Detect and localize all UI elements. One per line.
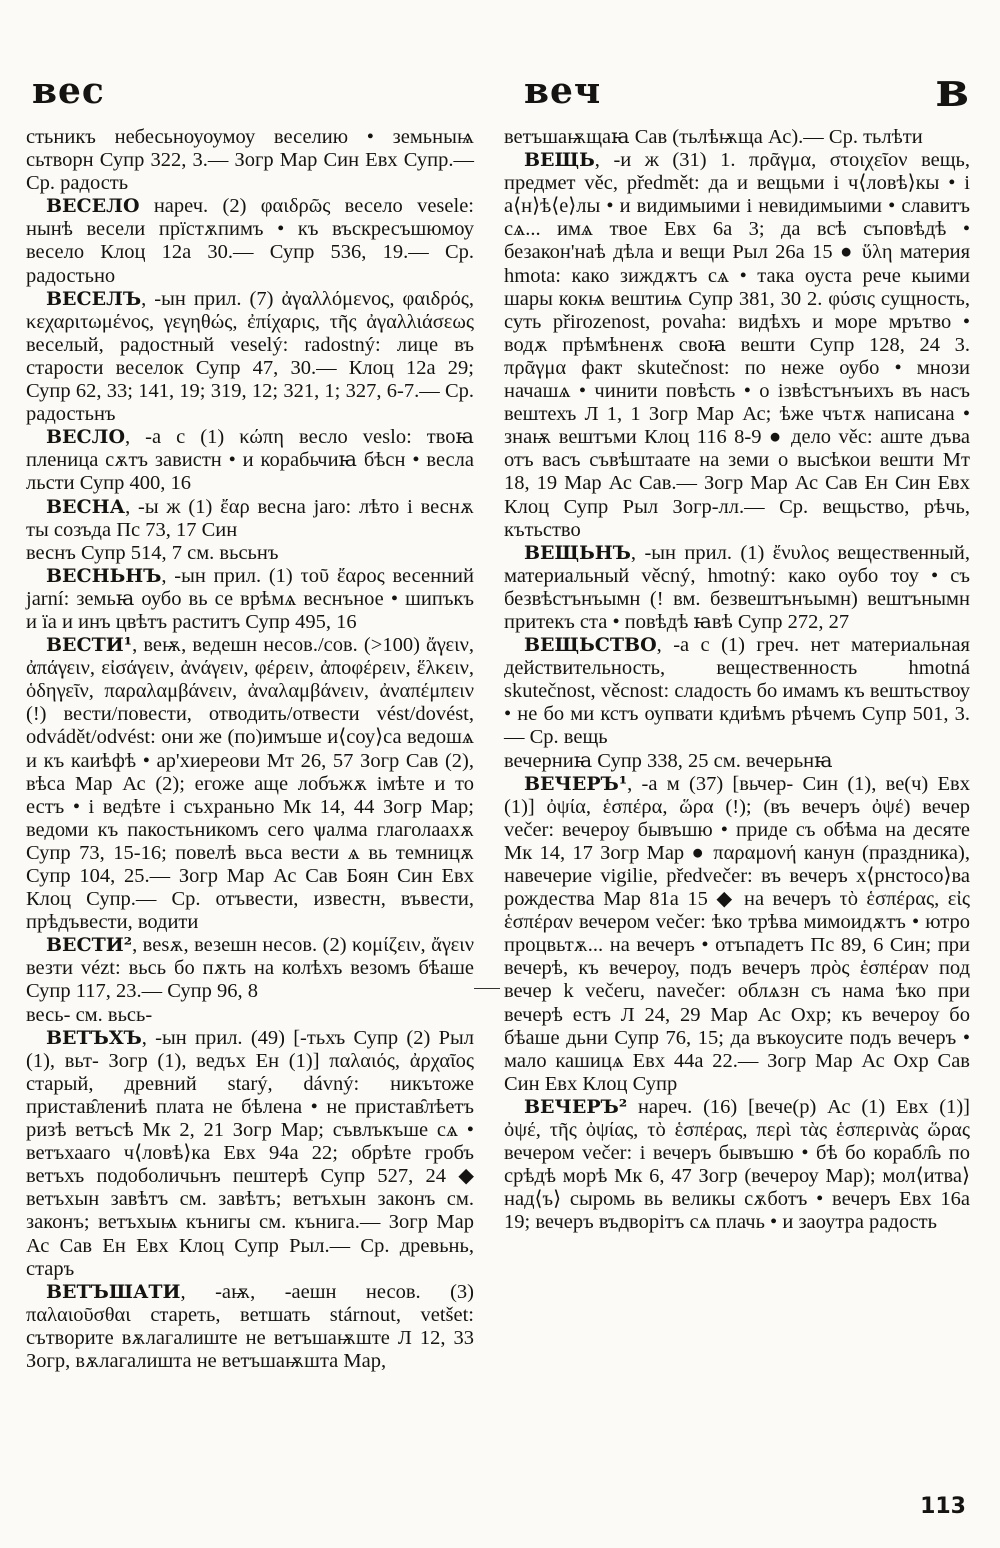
dictionary-entry xyxy=(26,288,474,427)
entry-body: весь- см. вьсь- xyxy=(26,1003,153,1026)
dictionary-entry xyxy=(504,1096,970,1235)
dictionary-entry xyxy=(504,542,970,634)
dictionary-entry xyxy=(26,1027,474,1281)
entry-headword: ВЕСЕЛЪ xyxy=(46,287,142,310)
entry-body: вечерниꙗ Супр 338, 25 см. вечерьнꙗ xyxy=(504,749,833,772)
dictionary-entry xyxy=(26,496,474,542)
entry-body: , -ын прил. (1) ἔνυλος вещественный, материальный věcný, hmotný: како оубо тоу • съ безвѣстънъымн (! вм. безвештънъымн) вештънымн притекъ ста • повѣдѣ ꙗвѣ Супр 272, 27 xyxy=(504,541,970,633)
entry-headword: ВЕСНЬНЪ xyxy=(46,564,162,587)
dictionary-entry xyxy=(26,634,474,934)
dictionary-entry xyxy=(26,1004,474,1027)
entry-body: , -а с (1) греч. нет материальная действительность, вещественность hmotná skutečnost, věcnost: сладость бо имамъ къ вештьствоу • не бо ми кстъ оупвати кдиѣмъ рѣчемъ Супр 501, 3.— Ср. вещь xyxy=(504,634,970,749)
entry-headword: ВЕСТИ² xyxy=(46,934,133,957)
entry-headword: ВЕЩЬСТВО xyxy=(524,634,657,657)
dictionary-entry xyxy=(26,542,474,565)
entry-headword: ВЕСНА xyxy=(46,495,126,518)
entry-headword: ВЕСТИ¹ xyxy=(46,634,133,657)
entry-headword: ВЕСЕЛО xyxy=(46,195,140,218)
entry-headword: ВЕТЪХЪ xyxy=(46,1026,142,1049)
entry-body: , -аѭ, -аешн несов. (3) παλαιοῦσθαι стареть, ветшать stárnout, vetšet: сътворите вѫлагалиште не ветъшаѭште Л 12, 33 Зогр, вѫлагалишта не ветъшаѭшта Мар, xyxy=(26,1280,474,1372)
dictionary-entry xyxy=(504,750,970,773)
dictionary-entry xyxy=(26,1281,474,1373)
dictionary-entry xyxy=(26,934,474,1003)
dictionary-entry xyxy=(26,195,474,287)
entry-headword: ВЕЩЬ xyxy=(524,149,595,172)
dictionary-entry xyxy=(504,126,970,149)
dictionary-entry xyxy=(26,565,474,634)
entry-body: , -ын прил. (49) [-тьхъ Супр (2) Рыл (1), вьт- Зогр (1), ведъх Ен (1)] παλαιός, ἀρχαῖος старый, древний starý, dávný: никътоже пристав̑лениѣ плата не бѣлена • не пристав̑лѣетъ ризѣ ветъсѣ Мк 2, 21 Зогр Мар; съвлъкъше сѧ • ветъхааго ч⟨ловѣ⟩ка Евх 94а 22; обрѣте гробъ ветъхъ подоболичьнъ пештерѣ Супр 527, 24 ◆ ветъхын завѣтъ см. завѣтъ; ветъхын законъ см. законъ; ветъхыѩ кънигы см. кънига.— Зогр Мар Ас Сав Ен Евх Клоц Супр Рыл.— Ср. древьнь, старъ xyxy=(26,1026,474,1280)
entry-body: ветъшаѭщаꙗ Сав (тьлѣѭща Ас).— Ср. тьлѣти xyxy=(504,126,923,148)
running-head-center: веч xyxy=(524,70,602,112)
right-column xyxy=(504,126,970,1235)
entry-body: нареч. (2) φαιδρῶς весело vesele: нынѣ весели прїстѫпимъ • къ въскресъшюмоу весело Клоц 12а 30.— Супр 536, 19.— Ср. радостьно xyxy=(26,195,474,287)
column-dash-divider xyxy=(474,988,500,989)
entry-body: , -и ж (31) 1. πρᾶγμα, στοιχεῖον вещь, предмет věc, předmět: да и вещьми і ч⟨ловѣ⟩кы • і а⟨н⟩ѣ⟨е⟩лы • и видимыими і невидимыими • славитъ сѧ... имѧ твое Евх 6а 3; да всѣ съповѣдѣ • безакон'наѣ дѣла и вещи Рыл 26а 15 ● ὕλη материя hmota: како зиждѫтъ сѧ • така оуста рече кыими шары кокѩ вештиѩ Супр 381, 30 2. φύσις сущность, суть přirozenost, povaha: видѣхъ и море мрътво • водѫ прѣмѣненѫ своꙗ вешти Супр 128, 24 3. πρᾶγμα факт skutečnost: по неже оубо • мнози начашѧ • чинити повѣсть • о ізвѣстънъихъ въ насъ вештехъ Л 1, 1 Зогр Мар Ас; ѣже чътѫ написана • знаѭ вештъми Клоц 116 8-9 ● дело věc: аште дъва отъ васъ съвѣштаате на земи о высѣкои вешти Мт 18, 19 Мар Ас Сав.— Зогр Мар Ас Сав Ен Син Евх Клоц Супр Рыл Зогр-лл.— Ср. вещьство, рѣчь, кътьство xyxy=(504,149,970,541)
dictionary-entry xyxy=(26,426,474,495)
entry-body: , -а с (1) κώπη весло veslo: твоꙗ пленица сѫтъ завистн • и корабьчиꙗ бѣсн • весла льсти Супр 400, 16 xyxy=(26,426,474,495)
entry-body: , -ын прил. (1) τοῦ ἔαρος весенний jarní: земьꙗ оубо вь се врѣмѧ веснъное • шипъкъ и їа и инъ цвѣтъ раститъ Супр 495, 16 xyxy=(26,564,474,633)
left-column xyxy=(26,126,474,1373)
entry-headword: ВЕЧЕРЪ² xyxy=(524,1095,628,1118)
entry-headword: ВЕТЪШАТИ xyxy=(46,1280,181,1303)
entry-body: , веѭ, ведешн несов./сов. (>100) ἄγειν, ἀπάγειν, εἰσάγειν, ἀνάγειν, φέρειν, ἀποφέρειν, ἕλκειν, ὁδηγεῖν, παραλαμβάνειν, ἀναλαμβάνειν, ἀναπέμπειν (!) вести/повести, отводить/отвести vést/dovést, odvádět/odvést: они же (по)имъше и⟨соу⟩са ведошѧ и къ каиѣфѣ • ар'хиереови Мт 26, 57 Зогр Сав (2), вѣса Мар Ас (2); егоже аще лобъжѫ імѣте и то естъ • і ведѣте і съхраньно Мк 14, 44 Зогр Мар; ведоми къ пакостьникомъ сего ѱалма глаголаахѫ Супр 73, 15-16; повелѣ вьса вести ѧ вь темницѫ Супр 104, 25.— Зогр Мар Ас Сав Боян Син Евх Клоц Супр.— Ср. отъвести, известн, въвести, прѣдъвести, водити xyxy=(26,634,474,934)
entry-headword: ВЕСЛО xyxy=(46,426,126,449)
dictionary-entry xyxy=(504,634,970,749)
entry-headword: ВЕЧЕРЪ¹ xyxy=(524,772,628,795)
entry-body: веснъ Супр 514, 7 см. вьсьнъ xyxy=(26,541,279,564)
running-head-left: вес xyxy=(32,70,105,112)
entry-body: стьникъ небесьноуоумоу веселию • земьныѩ сьтворн Супр 322, 3.— Зогр Мар Син Евх Супр.— Ср. радость xyxy=(26,126,474,195)
entry-body: , -ын прил. (7) ἀγαλλόμενος, φαιδρός, κεχαριτωμένος, γεγηθώς, ἐπίχαρις, τῆς ἀγαλλιάσεως веселый, радостный veselý: radostný: лице въ старости веселок Супр 47, 30.— Клоц 12а 29; Супр 62, 33; 141, 19; 319, 12; 321, 1; 327, 6-7.— Ср. радостьнъ xyxy=(26,287,474,426)
dictionary-entry xyxy=(26,126,474,195)
entry-headword: ВЕЩЬНЪ xyxy=(524,541,631,564)
entry-body: , веѕѫ, везешн несов. (2) κομίζειν, ἄγειν везти vézt: вьсь бо пѫть на колѣхъ везомъ бѣаше Супр 117, 23.— Супр 96, 8 xyxy=(26,934,474,1003)
thumb-index-letter: в xyxy=(935,62,970,118)
entry-body: нареч. (16) [вече(р) Ас (1) Евх (1)] ὀψέ, τῆς ὀψίας, τὸ ἑσπέρας, περὶ τὰς ἑσπερινὰς ὥρας вечером večer: і вечеръ бывъшю • бѣ бо корабл̑ь по срѣдѣ морѣ Мк 6, 47 Зогр (вечероу Мар); мол⟨итва⟩ над⟨ъ⟩ сыромь вь великы сѫботъ • вечеръ Евх 16а 19; вечеръ въдворітъ сѧ плачь • и заоутра радость xyxy=(504,1095,970,1234)
entry-body: , -ы ж (1) ἔαρ весна jaro: лѣто і веснѫ ты созъда Пс 73, 17 Син xyxy=(26,495,474,541)
dictionary-entry xyxy=(504,773,970,1096)
page-number: 113 xyxy=(920,1494,966,1519)
dictionary-entry xyxy=(504,149,970,542)
entry-body: , -а м (37) [вьчер- Син (1), ве(ч) Евх (1)] ὀψία, ἑσπέρα, ὥρα (!); (въ вечеръ ὀψέ) вечер večer: вечероу бывъшю • приде съ обѣма на десяте Мк 14, 17 Зогр Мар ● παραμονή канун (праздника), навечерие vigilie, předvečer: въ вечеръ х⟨рнстосо⟩ва рождества Мар 81а 15 ◆ на вечеръ τὸ ἑσπέρας, εἰς ἑσπέραν вечером večer: ѣко трѣва мимоидѫтъ • ютро процвьтѫ... на вечеръ • отъпадетъ Пс 89, 6 Син; при вечерѣ, къ вечероу, подъ вечеръ πρὸς ἑσπέραν под вечер k večeru, navečer: облѧзн съ нама ѣко при вечерѣ естъ Л 24, 29 Мар Ас Охр; къ вечероу бо бѣаше дьни Супр 76, 15; да въкоусите подъ вечеръ • мало кашицѧ Евх 44а 22.— Зогр Мар Ас Охр Сав Син Евх Клоц Супр xyxy=(504,772,970,1095)
